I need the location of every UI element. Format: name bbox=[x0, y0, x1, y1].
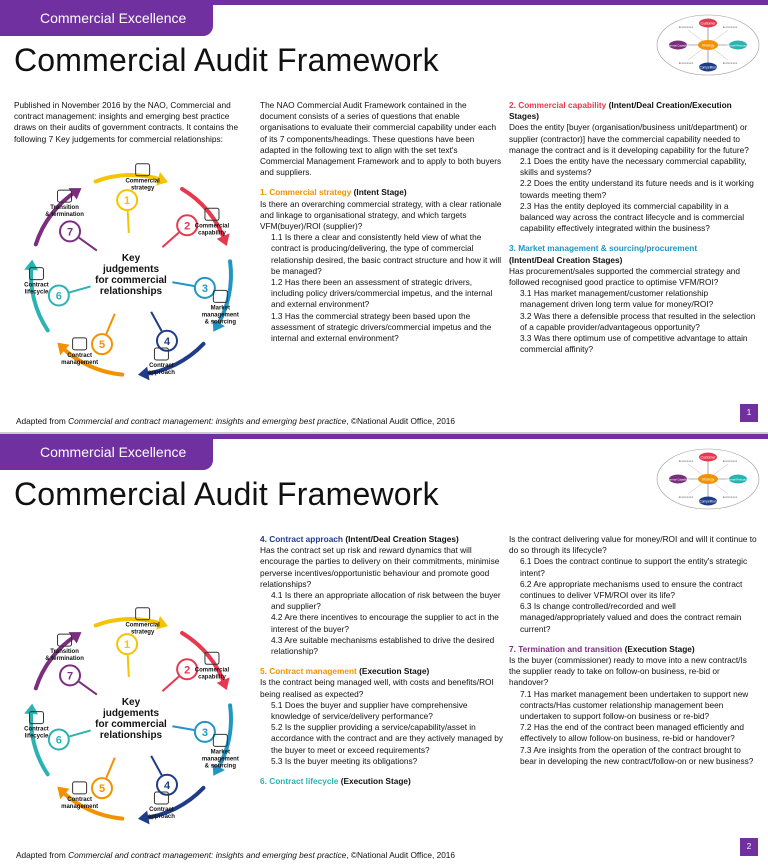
wheel-spoke-5 bbox=[106, 758, 115, 778]
s1-stage: (Intent Stage) bbox=[353, 187, 407, 198]
s1-3: 1.3 Has the commercial strategy been based upon the assessment of strategic drivers/commercial impetus and the internal and external environment? bbox=[271, 310, 492, 344]
wheel-arc-6 bbox=[31, 265, 48, 331]
middle-intro: The NAO Commercial Audit Framework contained in the document consists of a series of questions that enable organisations to evaluate their commercial capability under each of its 7 components/headings. These questions have been adapted in the following text to align with the set text's Commercial Management Framework and to apply to both buyers and suppliers. bbox=[260, 100, 502, 178]
s1-heading: 1. Commercial strategy bbox=[260, 187, 352, 198]
s6-stage: (Execution Stage) bbox=[340, 776, 411, 787]
wheel-label-7-2: & termination bbox=[45, 212, 84, 219]
wheel-label-5-2: management bbox=[61, 803, 99, 810]
header-tab: Commercial Excellence bbox=[0, 434, 213, 470]
s3-stage: (Intent/Deal Creation Stages) bbox=[509, 254, 623, 265]
logo-env-br: Environment bbox=[722, 496, 738, 499]
wheel-spoke-4 bbox=[151, 312, 162, 331]
wheel-center-3: for commercial bbox=[95, 719, 167, 730]
wheel-label-7-1: Transition bbox=[50, 649, 79, 656]
wheel-label-1-1: Commercial bbox=[125, 622, 160, 629]
wheel-number-6: 6 bbox=[55, 734, 62, 747]
wheel-label-7-2: & termination bbox=[45, 656, 84, 663]
wheel-center-4: relationships bbox=[99, 286, 163, 297]
wheel-spoke-4 bbox=[151, 756, 162, 775]
s4-1: 4.1 Is there an appropriate allocation of risk between the buyer and supplier? bbox=[271, 590, 501, 612]
wheel-label-1-1: Commercial bbox=[125, 178, 160, 185]
s4-2: 4.2 Are there incentives to encourage the supplier to act in the interest of the buyer? bbox=[271, 612, 499, 634]
s6-question: Is the contract delivering value for money/ROI and will it continue to do so through its lifecycle? bbox=[509, 534, 757, 556]
logo-env-tl: Environment bbox=[678, 26, 694, 29]
key-judgements-wheel bbox=[6, 150, 256, 400]
wheel-number-5: 5 bbox=[98, 783, 106, 796]
wheel-spoke-7 bbox=[79, 238, 97, 251]
wheel-label-6-1: Contract bbox=[24, 726, 49, 733]
wheel-label-3-1: Market bbox=[210, 749, 231, 756]
wheel-label-6-1: Contract bbox=[24, 282, 49, 289]
page-number: 1 bbox=[740, 404, 758, 422]
s6-2: 6.2 Are appropriate mechanisms used to ensure the contract continues to deliver VFM/ROI over its life? bbox=[520, 578, 743, 601]
people-icon bbox=[73, 782, 87, 794]
wheel-label-4-2: approach bbox=[147, 813, 175, 820]
page-number: 2 bbox=[740, 838, 758, 856]
middle-column bbox=[260, 534, 504, 787]
logo-text-competition: Competition bbox=[699, 65, 717, 70]
wheel-spoke-1 bbox=[128, 211, 129, 233]
wheel-number-1: 1 bbox=[124, 195, 131, 208]
s2-2: 2.2 Does the entity understand its future needs and is it working towards meeting them? bbox=[520, 178, 754, 200]
people-icon bbox=[73, 338, 87, 350]
wheel-number-7: 7 bbox=[66, 226, 74, 239]
wheel-spoke-6 bbox=[69, 730, 90, 736]
wheel-label-1-2: strategy bbox=[130, 185, 155, 192]
wheel-label-6-2: lifecycle bbox=[24, 289, 49, 296]
s2-3: 2.3 Has the entity deployed its commercial capability in a balanced way across the contract lifecycle and is commercial capability effectively integrated within the business? bbox=[520, 200, 745, 234]
wheel-center-4: relationships bbox=[99, 730, 163, 741]
s3-heading: 3. Market management & sourcing/procurement bbox=[509, 243, 698, 254]
header-tab: Commercial Excellence bbox=[0, 0, 213, 36]
wheel-spoke-3 bbox=[172, 282, 194, 286]
middle-column bbox=[260, 100, 504, 344]
wheel-center-2: judgements bbox=[102, 708, 160, 719]
slide-1 bbox=[0, 0, 768, 432]
wheel-number-6: 6 bbox=[55, 290, 62, 303]
wheel-number-4: 4 bbox=[163, 779, 171, 792]
wheel-spoke-2 bbox=[162, 233, 178, 248]
wheel-label-6-2: lifecycle bbox=[24, 733, 49, 740]
s4-stage: (Intent/Deal Creation Stages) bbox=[345, 534, 459, 544]
wheel-spoke-5 bbox=[106, 314, 115, 334]
wheel-number-4: 4 bbox=[163, 335, 171, 348]
wheel-label-3-3: & sourcing bbox=[204, 319, 237, 326]
wheel-label-5-2: management bbox=[61, 359, 99, 366]
s1-1: 1.1 Is there a clear and consistently held view of what the contract is producing/delivering, the type of commercial relationship desired, the basic contract structure and how it will be managed? bbox=[271, 232, 502, 276]
logo-text-external: External Capability bbox=[666, 477, 690, 482]
s7-1: 7.1 Has market management been undertaken to support new contracts/Has customer relationship management been undertaken to support follow-on business or re-bid? bbox=[520, 688, 749, 722]
wheel-label-5-1: Contract bbox=[67, 352, 92, 359]
wheel-label-4-1: Contract bbox=[149, 806, 174, 813]
s2-stage: (Intent/Deal Creation/Execution Stages) bbox=[509, 100, 732, 122]
logo-text-strategy: Strategy bbox=[701, 477, 715, 482]
wheel-label-7-1: Transition bbox=[50, 205, 79, 212]
s3-1: 3.1 Has market management/customer relationship management driven long term value for money/ROI? bbox=[520, 288, 714, 310]
wheel-arrow-6 bbox=[24, 260, 38, 271]
key-judgements-wheel bbox=[6, 594, 256, 844]
intro-text: Published in November 2016 by the NAO, Commercial and contract management: insights and emerging best practice draws on their audits of government contracts. It contains the following 7 Key judgements for commercial relationships: bbox=[14, 100, 239, 144]
s5-2: 5.2 Is the supplier providing a service/capability/asset in accordance with the contract and are they actively managed by the buyer to meet or exceed requirements? bbox=[271, 722, 503, 755]
wheel-center-3: for commercial bbox=[95, 275, 167, 286]
wheel-label-3-3: & sourcing bbox=[204, 763, 237, 770]
s7-question: Is the buyer (commissioner) ready to move into a new contract/Is the supplier ready to take on follow-on business, re-bid or handover? bbox=[509, 655, 747, 688]
logo-env-br: Environment bbox=[722, 62, 738, 65]
wheel-center-1: Key bbox=[121, 697, 141, 708]
wheel-spoke-7 bbox=[79, 682, 97, 695]
wheel-number-3: 3 bbox=[201, 726, 208, 739]
logo-env-bl: Environment bbox=[678, 62, 694, 65]
wheel-spoke-1 bbox=[128, 655, 129, 677]
s2-1: 2.1 Does the entity have the necessary commercial capability, skills and systems? bbox=[520, 156, 747, 178]
s7-stage: (Execution Stage) bbox=[624, 643, 695, 654]
wheel-label-4-2: approach bbox=[147, 369, 175, 376]
wheel-label-2-2: capability bbox=[198, 230, 226, 237]
s1-2: 1.2 Has there been an assessment of strategic drivers, including policy drivers/commercial impetus, and the internal and external environment? bbox=[271, 277, 493, 310]
right-column bbox=[509, 100, 757, 355]
logo-env-bl: Environment bbox=[678, 496, 694, 499]
logo-env-tl: Environment bbox=[678, 460, 694, 463]
s7-2: 7.2 Has the end of the contract been managed efficiently and effectively to allow follow-on business, re-bid or handover? bbox=[520, 722, 745, 744]
s7-3: 7.3 Are insights from the operation of the contract brought to bear in developing the new contract/follow-on or new business? bbox=[520, 744, 754, 766]
s3-question: Has procurement/sales supported the commercial strategy and followed recognised good practice to optimise VFM/ROI? bbox=[509, 265, 741, 288]
s5-stage: (Execution Stage) bbox=[359, 666, 430, 677]
factory-icon bbox=[213, 290, 227, 302]
wheel-spoke-2 bbox=[162, 677, 178, 692]
wheel-label-3-2: management bbox=[201, 756, 239, 763]
wheel-label-5-1: Contract bbox=[67, 796, 92, 803]
wheel-label-2-1: Commercial bbox=[194, 223, 230, 230]
s2-question: Does the entity [buyer (organisation/business unit/department) or supplier (contractor)] have the commercial capability needed to manage the contract and is it developing capability for the future? bbox=[509, 122, 749, 155]
s4-3: 4.3 Are suitable mechanisms established to drive the desired relationship? bbox=[271, 634, 495, 657]
strategy-model-logo bbox=[656, 14, 760, 76]
wheel-number-3: 3 bbox=[201, 282, 208, 295]
right-column bbox=[509, 534, 757, 767]
wheel-arrow-6 bbox=[24, 704, 38, 715]
s3-3: 3.3 Was there optimum use of competitive advantage to attain commercial affinity? bbox=[520, 333, 748, 355]
s7-heading: 7. Termination and transition bbox=[509, 643, 623, 654]
wheel-arc-6 bbox=[31, 709, 48, 775]
wheel-label-2-1: Commercial bbox=[194, 667, 230, 674]
wheel-number-2: 2 bbox=[184, 664, 191, 677]
intro-column bbox=[14, 100, 250, 145]
logo-text-strategy: Strategy bbox=[701, 43, 715, 48]
logo-env-tr: Environment bbox=[722, 460, 738, 463]
s5-question: Is the contract being managed well, with costs and benefits/ROI being realised as expected? bbox=[260, 677, 494, 699]
factory-icon bbox=[213, 734, 227, 746]
logo-text-customer: Customer bbox=[700, 21, 716, 26]
logo-text-internal: Internal Resources bbox=[726, 477, 750, 482]
wheel-number-7: 7 bbox=[66, 670, 74, 683]
wheel-number-1: 1 bbox=[124, 639, 131, 652]
s6-heading: 6. Contract lifecycle bbox=[260, 776, 339, 787]
wheel-label-1-2: strategy bbox=[130, 629, 155, 636]
wheel-label-3-1: Market bbox=[210, 305, 231, 312]
s2-heading: 2. Commercial capability bbox=[509, 100, 607, 110]
s5-1: 5.1 Does the buyer and supplier have comprehensive knowledge of service/delivery performance? bbox=[271, 699, 468, 722]
wheel-center-2: judgements bbox=[102, 264, 160, 275]
wheel-spoke-6 bbox=[69, 286, 90, 292]
wheel-label-3-2: management bbox=[201, 312, 239, 319]
logo-env-tr: Environment bbox=[722, 26, 738, 29]
wheel-label-4-1: Contract bbox=[149, 362, 174, 369]
s5-3: 5.3 Is the buyer meeting its obligations? bbox=[271, 755, 418, 766]
wheel-number-5: 5 bbox=[98, 339, 106, 352]
footer-citation: Adapted from Commercial and contract management: insights and emerging best practice, ©National Audit Office, 2016 bbox=[16, 850, 456, 860]
wheel-label-2-2: capability bbox=[198, 674, 226, 681]
logo-text-competition: Competition bbox=[699, 499, 717, 504]
s5-heading: 5. Contract management bbox=[260, 666, 357, 677]
page-title: Commercial Audit Framework bbox=[14, 42, 439, 78]
footer-citation: Adapted from Commercial and contract management: insights and emerging best practice, ©National Audit Office, 2016 bbox=[16, 416, 456, 426]
s6-1: 6.1 Does the contract continue to support the entity's strategic intent? bbox=[520, 556, 748, 578]
s4-question: Has the contract set up risk and reward dynamics that will encourage the parties to delivery on their commitments, minimise perverse incentives/opportunistic behaviour and promote good relationships? bbox=[260, 545, 500, 589]
logo-text-internal: Internal Resources bbox=[726, 43, 750, 48]
s3-2: 3.2 Was there a defensible process that resulted in the selection of a capable provider/advantageous opportunity? bbox=[520, 310, 756, 332]
wheel-center-1: Key bbox=[121, 253, 141, 264]
s4-heading: 4. Contract approach bbox=[260, 534, 343, 544]
logo-text-external: External Capability bbox=[666, 43, 690, 48]
s6-3: 6.3 Is change controlled/recorded and well managed/appropriately valued and does the contract remain current? bbox=[520, 601, 742, 634]
header-rule bbox=[213, 434, 768, 439]
header-rule bbox=[213, 0, 768, 5]
wheel-number-2: 2 bbox=[184, 220, 191, 233]
page-title: Commercial Audit Framework bbox=[14, 476, 439, 512]
wheel-spoke-3 bbox=[172, 726, 194, 730]
slide-2 bbox=[0, 434, 768, 866]
logo-text-customer: Customer bbox=[700, 455, 716, 460]
s1-question: Is there an overarching commercial strategy, with a clear rationale and linkage to organisational strategy, and which targets VFM(buyer)/ROI (supplier)? bbox=[260, 198, 502, 232]
strategy-model-logo bbox=[656, 448, 760, 510]
